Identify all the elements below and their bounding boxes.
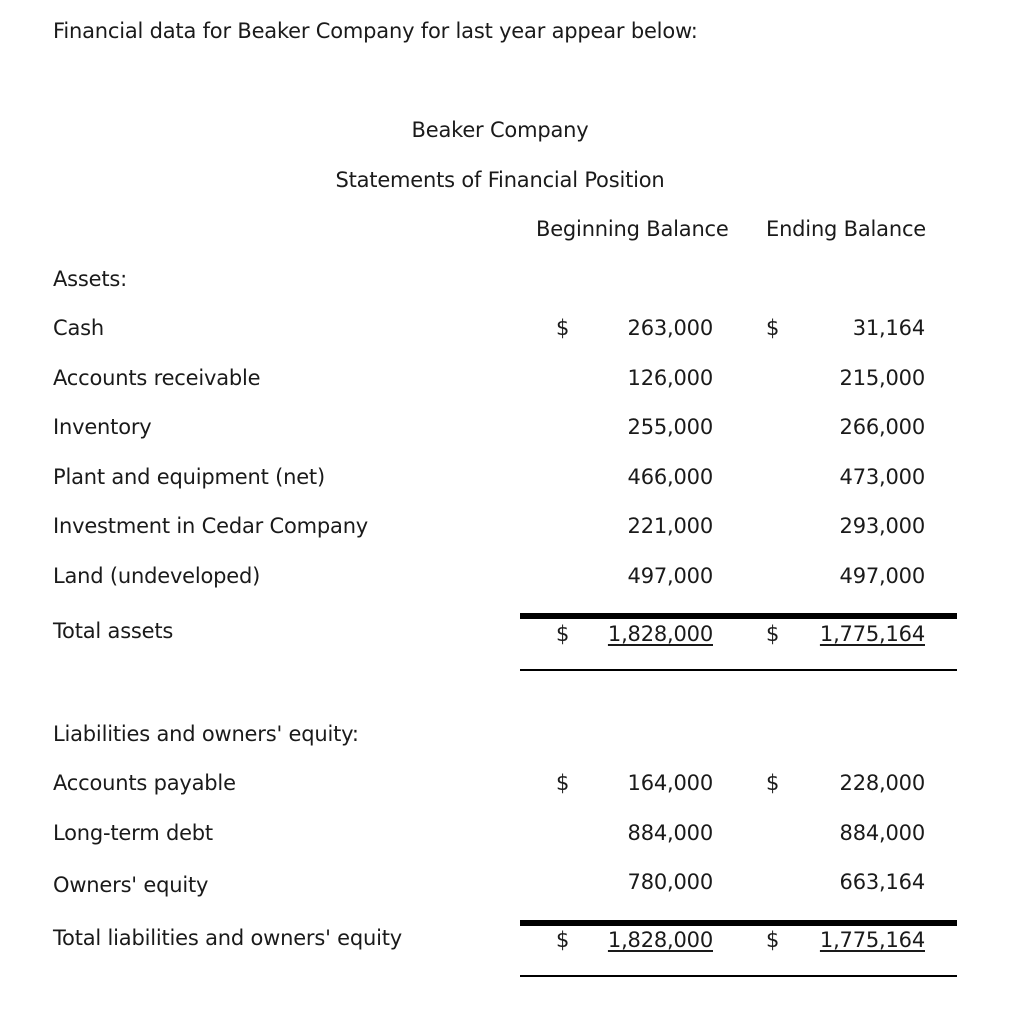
- beginning-value: 164,000: [627, 771, 713, 795]
- currency-symbol: $: [766, 771, 780, 795]
- currency-symbol: $: [556, 771, 570, 795]
- total-label: Total liabilities and owners' equity: [53, 926, 403, 950]
- total-ending-value: 1,775,164: [819, 622, 925, 646]
- row-label: Plant and equipment (net): [53, 465, 325, 489]
- currency-symbol: $: [556, 622, 570, 646]
- currency-symbol: $: [766, 928, 780, 952]
- total-beginning-value: 1,828,000: [607, 928, 713, 952]
- total-bottom-rule: [520, 669, 957, 671]
- column-header-beginning: Beginning Balance: [536, 217, 729, 241]
- row-label: Accounts payable: [53, 771, 236, 795]
- beginning-value: 497,000: [627, 564, 713, 588]
- beginning-value: 221,000: [627, 514, 713, 538]
- ending-value: 228,000: [839, 771, 925, 795]
- total-top-rule: [520, 613, 957, 619]
- currency-symbol: $: [766, 316, 780, 340]
- total-ending-value: 1,775,164: [819, 928, 925, 952]
- assets-heading: Assets:: [53, 267, 128, 291]
- row-label: Land (undeveloped): [53, 564, 261, 588]
- row-label: Accounts receivable: [53, 366, 261, 390]
- ending-value: 884,000: [839, 821, 925, 845]
- row-label: Investment in Cedar Company: [53, 514, 369, 538]
- currency-symbol: $: [556, 316, 570, 340]
- column-header-ending: Ending Balance: [766, 217, 927, 241]
- intro-text: Financial data for Beaker Company for last year appear below:: [53, 19, 698, 43]
- ending-value: 31,164: [852, 316, 925, 340]
- ending-value: 266,000: [839, 415, 925, 439]
- row-label: Cash: [53, 316, 104, 340]
- total-bottom-rule: [520, 975, 957, 977]
- liabilities-heading: Liabilities and owners' equity:: [53, 722, 359, 746]
- ending-value: 215,000: [839, 366, 925, 390]
- company-name: Beaker Company: [411, 118, 589, 142]
- row-label: Inventory: [53, 415, 152, 439]
- ending-value: 293,000: [839, 514, 925, 538]
- beginning-value: 126,000: [627, 366, 713, 390]
- row-label: Long-term debt: [53, 821, 213, 845]
- total-label: Total assets: [53, 619, 174, 643]
- ending-value: 473,000: [839, 465, 925, 489]
- statement-title: Statements of Financial Position: [335, 168, 665, 192]
- beginning-value: 780,000: [627, 870, 713, 894]
- beginning-value: 255,000: [627, 415, 713, 439]
- currency-symbol: $: [556, 928, 570, 952]
- ending-value: 663,164: [839, 870, 925, 894]
- beginning-value: 466,000: [627, 465, 713, 489]
- beginning-value: 263,000: [627, 316, 713, 340]
- currency-symbol: $: [766, 622, 780, 646]
- row-label: Owners' equity: [53, 873, 209, 897]
- beginning-value: 884,000: [627, 821, 713, 845]
- ending-value: 497,000: [839, 564, 925, 588]
- total-beginning-value: 1,828,000: [607, 622, 713, 646]
